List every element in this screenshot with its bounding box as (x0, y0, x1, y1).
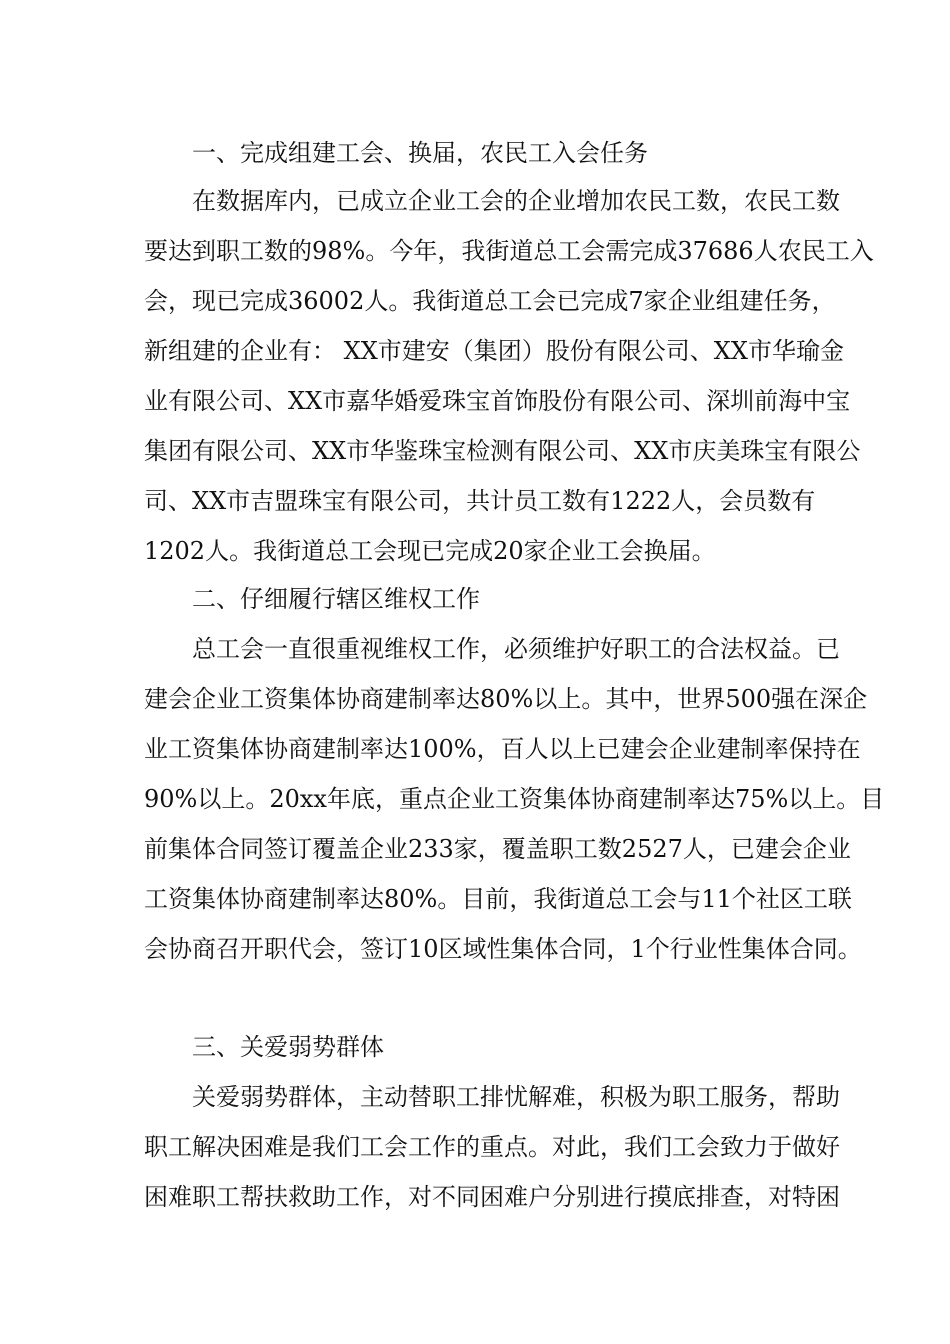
section-1-heading: 一、完成组建工会、换届，农民工入会任务 (192, 139, 648, 167)
section-1-line: 业有限公司、XX市嘉华婚爱珠宝首饰股份有限公司、深圳前海中宝 (144, 387, 851, 415)
section-2-line: 总工会一直很重视维权工作，必须维护好职工的合法权益。已 (192, 635, 840, 663)
section-1-line: 司、XX市吉盟珠宝有限公司，共计员工数有1222人，会员数有 (144, 487, 816, 515)
section-2-line: 建会企业工资集体协商建制率达80%以上。其中，世界500强在深企 (144, 685, 868, 713)
section-1-line: 在数据库内，已成立企业工会的企业增加农民工数，农民工数 (192, 187, 840, 215)
section-1-line: 1202人。我街道总工会现已完成20家企业工会换届。 (144, 537, 716, 565)
section-1-line: 集团有限公司、XX市华鉴珠宝检测有限公司、XX市庆美珠宝有限公 (144, 437, 861, 465)
section-3-line: 职工解决困难是我们工会工作的重点。对此，我们工会致力于做好 (144, 1133, 840, 1161)
section-1-line: 新组建的企业有： XX市建安（集团）股份有限公司、XX市华瑜金 (144, 337, 844, 365)
section-1-line: 要达到职工数的98%。今年，我街道总工会需完成37686人农民工入 (144, 237, 874, 265)
section-3-heading: 三、关爱弱势群体 (192, 1033, 384, 1061)
section-2-line: 会协商召开职代会，签订10区域性集体合同，1个行业性集体合同。 (144, 935, 862, 963)
section-1-line: 会，现已完成36002人。我街道总工会已完成7家企业组建任务， (144, 287, 836, 315)
section-2-line: 业工资集体协商建制率达100%，百人以上已建会企业建制率保持在 (144, 735, 861, 763)
section-2-line: 工资集体协商建制率达80%。目前，我街道总工会与11个社区工联 (144, 885, 852, 913)
section-2-line: 90%以上。20xx年底，重点企业工资集体协商建制率达75%以上。目 (144, 785, 885, 813)
section-3-line: 困难职工帮扶救助工作，对不同困难户分别进行摸底排查，对特困 (144, 1183, 840, 1211)
section-2-line: 前集体合同签订覆盖企业233家，覆盖职工数2527人，已建会企业 (144, 835, 851, 863)
section-2-heading: 二、仔细履行辖区维权工作 (192, 585, 480, 613)
section-3-line: 关爱弱势群体，主动替职工排忧解难，积极为职工服务，帮助 (192, 1083, 840, 1111)
